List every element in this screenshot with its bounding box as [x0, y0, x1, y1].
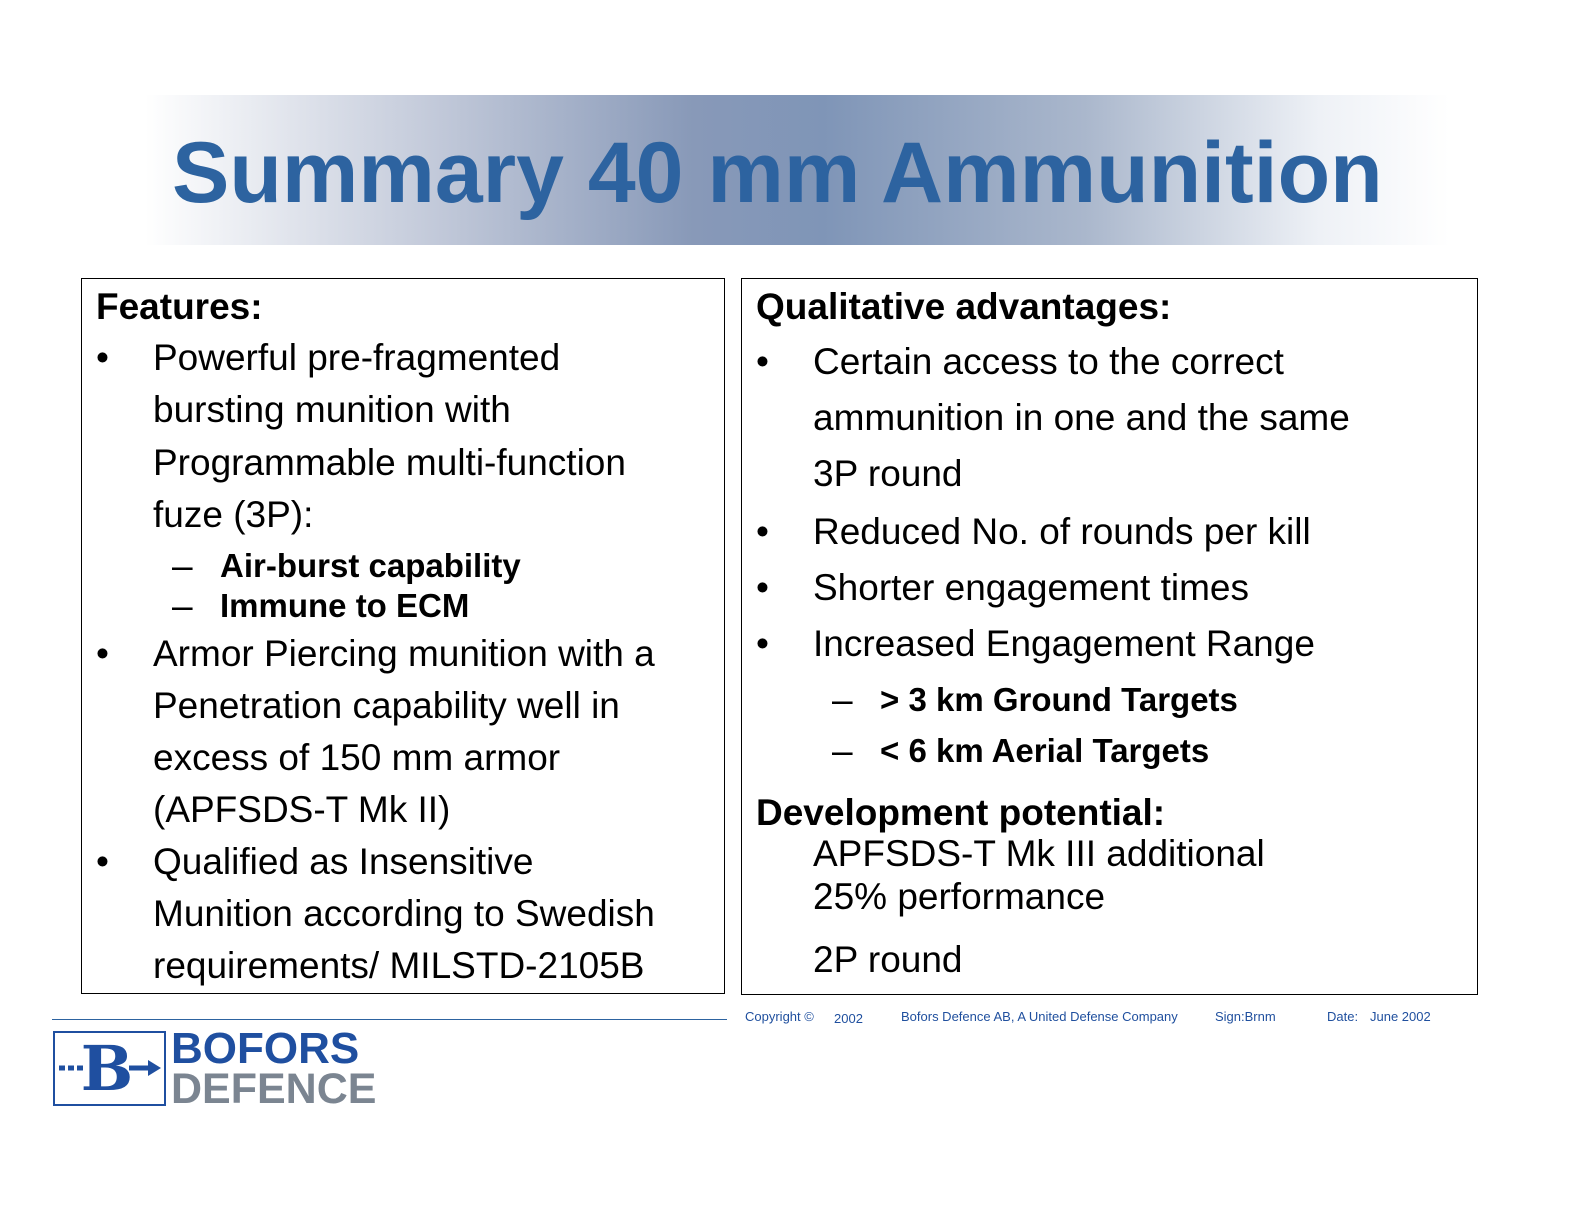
sub-item-text: Air-burst capability [220, 547, 521, 584]
list-item-text: Munition according to Swedish [153, 893, 655, 934]
sub-item-text: Immune to ECM [220, 587, 470, 624]
development-line: 25% performance [813, 876, 1106, 917]
footer-date-value: June 2002 [1370, 1009, 1431, 1024]
list-item-text: Reduced No. of rounds per kill [813, 511, 1311, 552]
bullet-icon: • [96, 337, 109, 378]
development-heading: Development potential: [756, 792, 1166, 833]
list-item-text: Armor Piercing munition with a [153, 633, 655, 674]
bullet-icon: • [96, 633, 109, 674]
advantages-panel [741, 278, 1478, 995]
list-item-text: (APFSDS-T Mk II) [153, 789, 451, 830]
list-item-text: 3P round [813, 453, 963, 494]
dash-icon: – [172, 545, 193, 586]
dash-icon: – [832, 730, 853, 771]
bullet-icon: • [756, 567, 769, 608]
footer-year: 2002 [834, 1011, 863, 1026]
dash-icon: – [172, 585, 193, 626]
logo-arrow-icon [55, 1033, 164, 1104]
footer-date-label: Date: [1327, 1009, 1359, 1024]
list-item-text: Shorter engagement times [813, 567, 1250, 608]
list-item-text: Programmable multi-function [153, 442, 626, 483]
dash-icon: – [832, 679, 853, 720]
list-item-text: fuze (3P): [153, 494, 314, 535]
footer-company: Bofors Defence AB, A United Defense Company [901, 1009, 1178, 1024]
footer-rule [52, 1019, 727, 1020]
list-item-text: Certain access to the correct [813, 341, 1284, 382]
development-line: APFSDS-T Mk III additional [813, 833, 1265, 874]
list-item-text: ammunition in one and the same [813, 397, 1350, 438]
development-line: 2P round [813, 939, 963, 980]
logo-text-defence: DEFENCE [171, 1065, 377, 1113]
features-heading: Features: [96, 286, 263, 327]
advantages-heading: Qualitative advantages: [756, 286, 1172, 327]
bullet-icon: • [756, 511, 769, 552]
footer-sign: Sign:Brnm [1215, 1009, 1276, 1024]
slide-title: Summary 40 mm Ammunition [172, 125, 1383, 221]
list-item-text: Qualified as Insensitive [153, 841, 534, 882]
features-panel [81, 278, 725, 994]
list-item-text: bursting munition with [153, 389, 511, 430]
list-item-text: excess of 150 mm armor [153, 737, 561, 778]
bofors-logo-mark [53, 1031, 166, 1106]
bullet-icon: • [756, 623, 769, 664]
list-item-text: requirements/ MILSTD-2105B [153, 945, 645, 986]
list-item-text: Increased Engagement Range [813, 623, 1315, 664]
footer-copyright: Copyright © [745, 1009, 814, 1024]
bullet-icon: • [96, 841, 109, 882]
list-item-text: Penetration capability well in [153, 685, 620, 726]
logo-text-bofors: BOFORS [171, 1024, 360, 1073]
bullet-icon: • [756, 341, 769, 382]
list-item-text: Powerful pre-fragmented [153, 337, 561, 378]
sub-item-text: > 3 km Ground Targets [880, 681, 1238, 718]
sub-item-text: < 6 km Aerial Targets [880, 732, 1210, 769]
logo-letter: B [80, 1033, 134, 1104]
